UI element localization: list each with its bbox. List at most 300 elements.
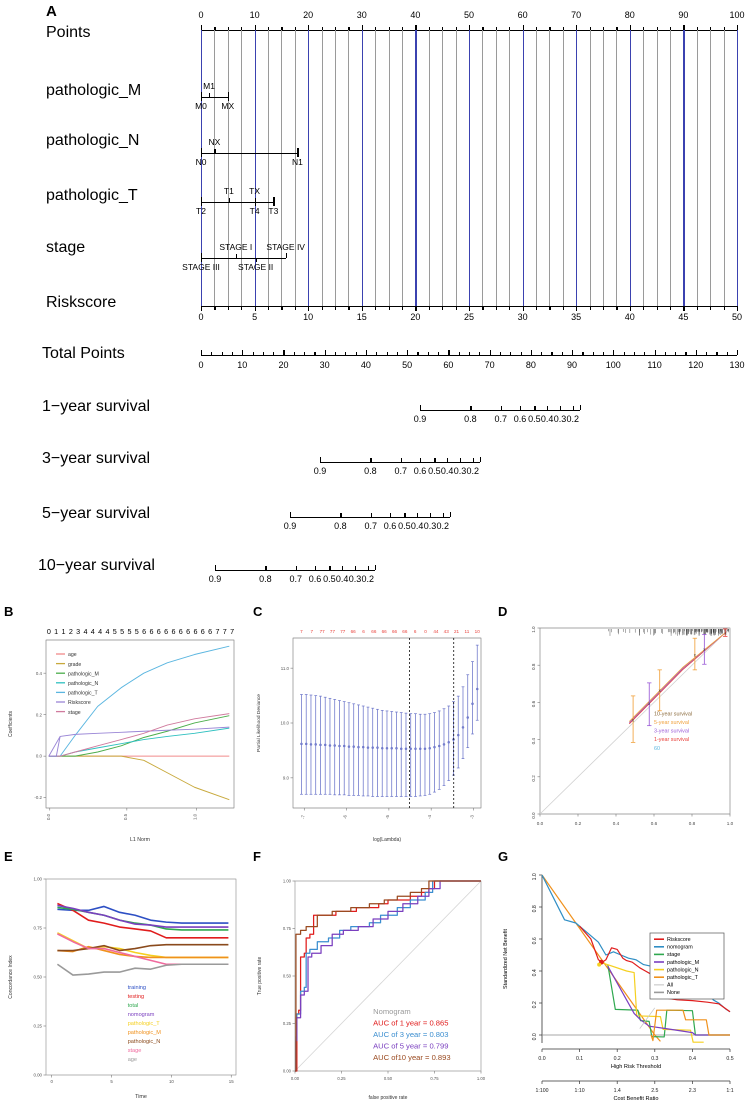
svg-text:None: None (667, 990, 680, 997)
survival-tick (420, 458, 421, 462)
svg-text:0.00: 0.00 (290, 1076, 300, 1081)
svg-text:6: 6 (200, 627, 205, 636)
riskscore-tick-label: 5 (252, 312, 258, 322)
svg-text:True positive rate: True positive rate (257, 956, 263, 996)
svg-text:0.6: 0.6 (650, 821, 658, 826)
total-points-tick (222, 352, 223, 355)
level-label-M0: M0 (195, 101, 207, 111)
survival-tick (447, 458, 448, 462)
svg-text:stage: stage (127, 1047, 142, 1054)
svg-text:1.0: 1.0 (532, 873, 538, 881)
survival-tick-label: 0.8 (259, 574, 272, 584)
svg-text:77: 77 (329, 629, 336, 634)
survival-tick (401, 458, 402, 462)
total-points-tick-label: 60 (443, 360, 454, 370)
survival-tick (340, 513, 341, 517)
total-points-tick (397, 352, 398, 355)
svg-text:Concordance Index: Concordance Index (8, 955, 14, 999)
riskscore-tick-label: 25 (463, 312, 475, 322)
riskscore-tick (402, 306, 403, 310)
panel-letter-e: E (4, 849, 13, 864)
survival-tick-label: 0.5 (428, 466, 441, 476)
riskscore-tick (228, 306, 229, 310)
svg-text:6: 6 (413, 629, 417, 634)
svg-text:age: age (68, 652, 77, 659)
riskscore-tick (724, 306, 725, 310)
panel-letter-d: D (498, 604, 508, 619)
riskscore-tick (523, 306, 524, 311)
level-label-STAGE I: STAGE I (219, 242, 253, 252)
svg-text:0.50: 0.50 (33, 974, 42, 980)
svg-text:6: 6 (178, 627, 183, 636)
svg-text:2: 2 (68, 627, 73, 636)
total-points-tick (737, 350, 738, 355)
survival-tick (355, 566, 356, 570)
svg-text:11: 11 (464, 629, 470, 634)
survival-tick-label: 0.8 (464, 414, 477, 424)
nomogram-gridline (616, 30, 617, 306)
survival-tick-label: 0.2 (436, 521, 450, 531)
svg-text:pathologic_M: pathologic_M (68, 671, 99, 678)
total-points-tick (263, 352, 264, 355)
nomogram-row-label-2: pathologic_N (46, 132, 140, 149)
nomogram-gridline (348, 30, 349, 306)
level-label-STAGE IV: STAGE IV (266, 242, 305, 252)
total-points-tick (675, 352, 676, 355)
svg-text:0.75: 0.75 (430, 1076, 439, 1081)
nomogram-gridline (670, 30, 671, 306)
total-points-tick (521, 352, 522, 355)
nomogram-gridline (308, 30, 309, 306)
total-points-tick (211, 352, 212, 355)
riskscore-tick-label: 20 (410, 312, 421, 322)
total-points-tick-label: 130 (729, 360, 745, 370)
total-points-tick-label: 40 (360, 360, 371, 370)
survival-tick (296, 566, 297, 570)
svg-text:-0.2: -0.2 (34, 795, 42, 801)
riskscore-tick (710, 306, 711, 310)
svg-text:10-year survival: 10-year survival (654, 711, 693, 718)
nomogram-gridline (630, 30, 631, 306)
level-tick (236, 254, 237, 258)
survival-tick-label: 0.6 (383, 521, 397, 531)
svg-text:Partial Likelihood Deviance: Partial Likelihood Deviance (257, 694, 262, 752)
nomogram-row-label-7: 1−year survival (42, 398, 151, 415)
riskscore-tick (603, 306, 604, 310)
survival-tick-label: 0.2 (361, 574, 375, 584)
survival-tick (430, 513, 431, 517)
riskscore-tick (496, 306, 497, 310)
survival-tick (470, 406, 471, 410)
survival-tick-label: 0.2 (466, 466, 480, 476)
svg-text:0.00: 0.00 (282, 1068, 291, 1074)
survival-tick (417, 513, 418, 517)
survival-tick (560, 406, 561, 410)
svg-text:0.0: 0.0 (45, 813, 51, 821)
total-points-tick (551, 352, 552, 355)
points-tick-label: 20 (303, 10, 314, 20)
nomogram-gridline (697, 30, 698, 306)
total-points-tick (304, 352, 305, 355)
total-points-tick (655, 350, 656, 355)
row-axis-line (201, 97, 228, 98)
nomogram-gridline (389, 30, 390, 306)
panel-b-lasso-coefficients (0, 600, 249, 845)
survival-tick (473, 458, 474, 462)
svg-text:1: 1 (54, 627, 59, 636)
svg-text:stage: stage (68, 709, 81, 716)
panel-letter-a: A (46, 3, 57, 20)
panel-e-svg (0, 845, 249, 1104)
riskscore-tick-label: 45 (678, 312, 689, 322)
riskscore-tick (322, 306, 323, 310)
survival-tick-label: 0.4 (440, 466, 454, 476)
nomogram-row-label-0: Points (46, 24, 91, 41)
svg-text:AUC of 1 year = 0.865: AUC of 1 year = 0.865 (373, 1018, 449, 1028)
riskscore-tick (456, 306, 457, 310)
svg-text:10.0: 10.0 (280, 720, 289, 726)
total-points-tick (294, 352, 295, 355)
riskscore-tick (335, 306, 336, 310)
total-points-tick (366, 350, 367, 355)
survival-tick-label: 0.8 (364, 466, 377, 476)
svg-text:0.8: 0.8 (532, 905, 538, 913)
survival-tick-label: 0.5 (528, 414, 541, 424)
level-label-MX: MX (221, 101, 235, 111)
nomogram-gridline (482, 30, 483, 306)
riskscore-tick (643, 306, 644, 310)
panel-f-svg (249, 845, 494, 1104)
riskscore-tick (697, 306, 698, 310)
svg-text:0.0: 0.0 (536, 821, 544, 826)
level-label-N0: N0 (195, 157, 207, 167)
nomogram-gridline (335, 30, 336, 306)
svg-text:High Risk Threshold: High Risk Threshold (610, 1064, 662, 1070)
svg-text:0.0: 0.0 (531, 812, 536, 819)
svg-text:1:10: 1:10 (574, 1088, 585, 1094)
survival-tick (501, 406, 502, 410)
riskscore-tick (415, 306, 416, 311)
svg-text:11.0: 11.0 (280, 665, 289, 671)
survival-tick (534, 406, 535, 410)
survival-tick-label: 0.7 (494, 414, 508, 424)
total-points-tick (407, 350, 408, 355)
survival-tick-label: 0.4 (540, 414, 554, 424)
total-points-tick (634, 352, 635, 355)
survival-cap (375, 565, 376, 570)
svg-text:2.5: 2.5 (651, 1088, 659, 1094)
svg-text:1.0: 1.0 (531, 626, 536, 633)
svg-text:9.0: 9.0 (282, 775, 289, 781)
total-points-tick (387, 352, 388, 355)
total-points-tick (603, 352, 604, 355)
survival-tick-label: 0.7 (289, 574, 303, 584)
level-label-T4: T4 (249, 206, 260, 216)
total-points-tick (500, 352, 501, 355)
svg-text:66: 66 (381, 629, 387, 634)
panel-d-calibration (494, 600, 747, 845)
riskscore-tick (536, 306, 537, 310)
svg-text:0.1: 0.1 (575, 1056, 584, 1062)
svg-text:AUC of 3 year = 0.803: AUC of 3 year = 0.803 (373, 1030, 449, 1039)
svg-text:7: 7 (222, 627, 227, 636)
svg-text:testing: testing (127, 993, 145, 1000)
svg-text:pathologic_M: pathologic_M (127, 1029, 161, 1036)
survival-tick-label: 0.9 (208, 574, 222, 584)
svg-text:x: x (658, 687, 661, 693)
nomogram-gridline (322, 30, 323, 306)
survival-tick (320, 458, 321, 462)
points-tick-label: 40 (410, 10, 421, 20)
riskscore-tick (268, 306, 269, 310)
level-tick (286, 254, 287, 258)
nomogram-row-label-8: 3−year survival (42, 450, 151, 467)
svg-text:0.4: 0.4 (688, 1056, 697, 1062)
points-axis (0, 0, 747, 330)
svg-text:6: 6 (164, 627, 169, 636)
svg-text:7: 7 (300, 629, 303, 634)
svg-text:10: 10 (474, 629, 480, 634)
points-tick-label: 30 (356, 10, 367, 20)
survival-tick (315, 566, 316, 570)
svg-text:7: 7 (215, 627, 220, 636)
riskscore-tick (469, 306, 470, 311)
svg-text:6: 6 (193, 627, 198, 636)
total-points-tick (459, 352, 460, 355)
svg-text:1:1: 1:1 (726, 1088, 734, 1094)
svg-text:0.50: 0.50 (383, 1076, 393, 1081)
svg-text:0.5: 0.5 (726, 1056, 734, 1062)
nomogram-row-label-3: pathologic_T (46, 187, 138, 204)
svg-text:0.4: 0.4 (612, 821, 620, 826)
points-tick-label: 60 (517, 10, 528, 20)
total-points-tick (685, 352, 686, 355)
riskscore-tick (255, 306, 256, 311)
panel-c-lasso-cv (249, 600, 494, 845)
riskscore-tick (362, 306, 363, 311)
total-points-tick (273, 352, 274, 355)
survival-tick-label: 0.7 (364, 521, 378, 531)
points-tick-label: 70 (571, 10, 582, 20)
total-points-tick (582, 352, 583, 355)
svg-text:0: 0 (50, 1079, 53, 1084)
nomogram-gridline (456, 30, 457, 306)
riskscore-tick (442, 306, 443, 310)
svg-text:0.3: 0.3 (651, 1056, 659, 1062)
svg-text:5: 5 (112, 627, 117, 636)
svg-text:6: 6 (208, 627, 213, 636)
survival-tick-label: 0.4 (410, 521, 424, 531)
riskscore-tick (670, 306, 671, 310)
panel-letter-f: F (253, 849, 261, 864)
panel-g-dca (494, 845, 747, 1104)
survival-cap (580, 405, 581, 410)
svg-text:0.8: 0.8 (531, 663, 536, 670)
points-tick-label: 0 (198, 10, 204, 20)
level-label-N1: N1 (292, 157, 303, 167)
svg-text:Riskscore: Riskscore (667, 937, 691, 943)
nomogram-gridline (375, 30, 376, 306)
level-tick (214, 149, 215, 153)
total-points-tick (201, 350, 202, 355)
total-points-tick (356, 352, 357, 355)
total-points-tick (325, 350, 326, 355)
svg-text:pathologic_T: pathologic_T (667, 975, 698, 981)
svg-text:0.50: 0.50 (282, 973, 291, 979)
svg-text:6: 6 (149, 627, 154, 636)
svg-text:0.25: 0.25 (337, 1076, 346, 1081)
total-points-tick (253, 352, 254, 355)
svg-text:0.00: 0.00 (33, 1072, 42, 1078)
total-points-tick (562, 352, 563, 355)
riskscore-tick-label: 0 (198, 312, 204, 322)
nomogram-row-label-4: stage (46, 239, 86, 256)
svg-text:5: 5 (110, 1079, 113, 1084)
svg-text:7: 7 (230, 627, 235, 636)
svg-text:0: 0 (424, 629, 427, 634)
svg-text:4: 4 (98, 627, 103, 636)
total-points-tick (541, 352, 542, 355)
svg-text:1: 1 (61, 627, 66, 636)
level-label-T3: T3 (268, 206, 279, 216)
survival-tick (434, 458, 435, 462)
survival-tick-label: 0.2 (566, 414, 580, 424)
total-points-tick-label: 80 (525, 360, 536, 370)
riskscore-tick (482, 306, 483, 310)
svg-text:x: x (703, 646, 706, 652)
survival-tick-label: 0.3 (453, 466, 467, 476)
survival-tick-label: 0.8 (334, 521, 347, 531)
total-points-tick (232, 352, 233, 355)
points-tick-label: 80 (624, 10, 635, 20)
riskscore-tick-label: 40 (624, 312, 635, 322)
survival-tick (547, 406, 548, 410)
svg-text:total: total (127, 1002, 139, 1009)
level-label-T2: T2 (196, 206, 206, 216)
panel-letter-g: G (498, 849, 509, 864)
svg-text:0.6: 0.6 (532, 937, 538, 945)
total-points-tick (706, 352, 707, 355)
total-points-axis-line (201, 355, 737, 356)
svg-text:5: 5 (134, 627, 139, 636)
total-points-tick (242, 350, 243, 355)
svg-text:0.8: 0.8 (688, 821, 696, 826)
total-points-tick (448, 350, 449, 355)
survival-axis-line (320, 462, 480, 463)
survival-cap (480, 457, 481, 462)
nomogram-gridline (536, 30, 537, 306)
svg-text:6: 6 (171, 627, 176, 636)
level-label-T1: T1 (223, 186, 234, 196)
points-tick-label: 50 (463, 10, 475, 20)
survival-tick-label: 0.6 (413, 466, 427, 476)
riskscore-tick (509, 306, 510, 310)
svg-text:Cost Benefit Ratio: Cost Benefit Ratio (613, 1096, 659, 1102)
svg-text:66: 66 (350, 629, 356, 634)
nomogram-gridline (496, 30, 497, 306)
svg-text:0.2: 0.2 (532, 1001, 538, 1009)
nomogram-gridline (683, 30, 684, 306)
svg-text:1.0: 1.0 (192, 813, 198, 821)
total-points-tick (665, 352, 666, 355)
row-axis-line (201, 153, 297, 154)
total-points-tick-label: 10 (237, 360, 248, 370)
svg-text:-7: -7 (300, 815, 306, 819)
total-points-tick-label: 90 (567, 360, 578, 370)
nomogram-gridline (737, 30, 738, 306)
panel-letter-b: B (4, 604, 14, 619)
svg-text:pathologic_T: pathologic_T (127, 1020, 160, 1027)
svg-text:Nomogram: Nomogram (373, 1007, 411, 1016)
total-points-tick (593, 352, 594, 355)
riskscore-tick (630, 306, 631, 311)
riskscore-tick (429, 306, 430, 310)
total-points-tick (283, 350, 284, 355)
svg-text:x: x (632, 717, 635, 723)
nomogram-gridline (603, 30, 604, 306)
points-tick-label: 100 (729, 10, 745, 20)
survival-tick (342, 566, 343, 570)
survival-tick (265, 566, 266, 570)
svg-text:0.75: 0.75 (282, 925, 291, 931)
svg-text:77: 77 (319, 629, 325, 634)
total-points-tick-label: 20 (278, 360, 289, 370)
survival-tick-label: 0.5 (398, 521, 411, 531)
nomogram-gridline (509, 30, 510, 306)
nomogram-gridline (549, 30, 550, 306)
svg-text:Coefficients: Coefficients (8, 710, 14, 738)
svg-text:L1 Norm: L1 Norm (130, 837, 150, 843)
svg-text:1.00: 1.00 (282, 878, 291, 884)
level-label-M1: M1 (203, 81, 215, 91)
nomogram-gridline (362, 30, 363, 306)
riskscore-tick-label: 35 (571, 312, 582, 322)
nomogram-gridline (281, 30, 282, 306)
svg-text:21: 21 (453, 629, 460, 634)
panel-g-svg (494, 845, 747, 1104)
survival-tick-label: 0.5 (323, 574, 336, 584)
svg-text:age: age (127, 1056, 138, 1063)
survival-tick (420, 406, 421, 410)
nomogram-row-label-10: 10−year survival (38, 557, 155, 574)
svg-text:0.75: 0.75 (33, 925, 42, 931)
total-points-tick (624, 352, 625, 355)
svg-text:AUC of 5 year = 0.799: AUC of 5 year = 0.799 (373, 1041, 449, 1051)
riskscore-tick (295, 306, 296, 310)
nomogram-gridline (442, 30, 443, 306)
total-points-tick (417, 352, 418, 355)
svg-text:0.4: 0.4 (531, 738, 536, 745)
svg-text:grade: grade (68, 661, 82, 668)
survival-tick-label: 0.9 (313, 466, 327, 476)
svg-text:AUC of10 year = 0.893: AUC of10 year = 0.893 (373, 1053, 451, 1062)
survival-tick (520, 406, 521, 410)
svg-text:77: 77 (340, 629, 346, 634)
panel-e-cindex (0, 845, 249, 1104)
svg-text:training: training (127, 984, 147, 991)
svg-text:0.6: 0.6 (531, 700, 536, 708)
riskscore-tick (375, 306, 376, 310)
survival-tick (573, 406, 574, 410)
level-label-STAGE II: STAGE II (238, 262, 274, 272)
svg-text:-6: -6 (342, 815, 348, 819)
total-points-tick-label: 110 (647, 360, 662, 370)
riskscore-tick-label: 15 (356, 312, 367, 322)
riskscore-tick (389, 306, 390, 310)
total-points-tick (335, 352, 336, 355)
points-tick-label: 90 (678, 10, 689, 20)
svg-text:6: 6 (142, 627, 147, 636)
